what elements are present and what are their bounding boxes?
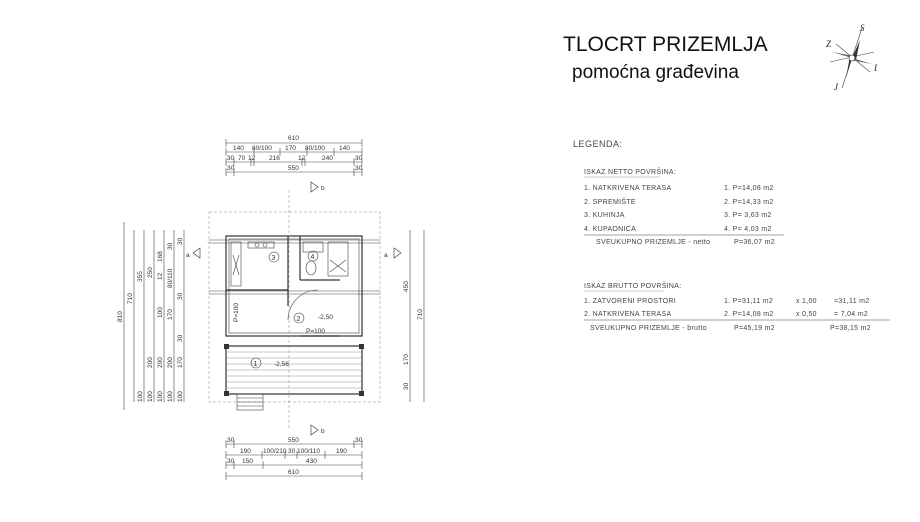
brutto-heading: ISKAZ BRUTTO POVRŠINA: [584, 283, 682, 290]
dim-label: 30 [355, 437, 363, 444]
dim-label: 80/110 [167, 268, 174, 288]
section-label: a [384, 252, 388, 259]
netto-heading: ISKAZ NETTO POVRŠINA: [584, 169, 677, 176]
brutto-row-result: =31,11 m2 [834, 298, 870, 305]
dim-label: 710 [417, 309, 424, 320]
room-number: 2 [296, 316, 301, 323]
dim-label: 30 [355, 155, 363, 162]
opening-label: P=100 [306, 328, 325, 335]
dim-label: 190 [336, 448, 347, 455]
netto-row-value: 1. P=14,08 m2 [724, 185, 774, 192]
dim-label: 150 [242, 458, 253, 465]
dim-label: 200 [167, 357, 174, 368]
section-label: a [186, 252, 190, 259]
dim-label: 80/100 [252, 145, 272, 152]
brutto-total-label: SVEUKUPNO PRIZEMLJE - brutto [590, 325, 707, 332]
dim-label: 100 [167, 391, 174, 402]
dim-label: 610 [288, 469, 299, 476]
section-label: b [321, 185, 325, 192]
dim-label: 70 [238, 155, 246, 162]
dim-label: 30 [355, 165, 363, 172]
dim-label: 240 [322, 155, 333, 162]
dim-label: 550 [288, 165, 299, 172]
brutto-row-value: 1. P=31,11 m2 [724, 298, 774, 305]
netto-total-value: P=36,07 m2 [734, 239, 775, 246]
dim-label: 100 [177, 391, 184, 402]
dim-label: 12 [248, 155, 256, 162]
dim-label: 12 [298, 155, 306, 162]
plan-left-dimensions [117, 222, 184, 410]
dim-label: 710 [127, 293, 134, 304]
section-markers [186, 182, 401, 435]
dim-label: 610 [288, 135, 299, 142]
section-label: b [321, 428, 325, 435]
dim-label: 100 [157, 307, 164, 318]
dim-label: 355 [137, 271, 144, 282]
netto-row-name: 2. SPREMIŠTE [584, 199, 636, 206]
dim-label: 170 [167, 309, 174, 320]
brutto-total-result: P=38,15 m2 [830, 325, 871, 332]
brutto-row-coef: x 1,00 [796, 298, 817, 305]
legend-heading: LEGENDA: [573, 139, 623, 149]
brutto-row-name: 2. NATKRIVENA TERASA [584, 311, 672, 318]
room-number: 1 [253, 361, 258, 368]
compass-rose-icon [826, 23, 878, 92]
dim-label: 550 [288, 437, 299, 444]
dim-label: 30 [177, 292, 184, 300]
compass-south-label: J [834, 82, 838, 92]
dim-label: 100 [157, 391, 164, 402]
plan-bottom-dimensions [226, 437, 363, 480]
compass-east-label: I [874, 63, 877, 73]
dim-label: 170 [177, 357, 184, 368]
dim-label: 170 [403, 354, 410, 365]
plan-top-dimensions [226, 135, 363, 176]
dim-label: 200 [147, 357, 154, 368]
dim-label: 810 [117, 311, 124, 322]
room-labels [233, 251, 333, 368]
netto-row-name: 3. KUHINJA [584, 212, 625, 219]
dim-label: 200 [157, 357, 164, 368]
dim-label: 30 [177, 334, 184, 342]
dim-label: 190 [240, 448, 251, 455]
dim-label: 100/210 [263, 448, 287, 455]
netto-row-value: 4. P= 4,03 m2 [724, 226, 772, 233]
dim-label: 12 [157, 272, 164, 280]
dim-label: 30 [288, 448, 296, 455]
dim-label: 30 [403, 382, 410, 390]
brutto-row-value: 2. P=14,08 m2 [724, 311, 774, 318]
brutto-total-value: P=45,19 m2 [734, 325, 775, 332]
dim-label: 30 [227, 458, 235, 465]
dim-label: 30 [227, 155, 235, 162]
compass-west-label: Z [826, 39, 832, 49]
dim-label: 140 [233, 145, 244, 152]
netto-row-name: 1. NATKRIVENA TERASA [584, 185, 672, 192]
dim-label: 216 [269, 155, 280, 162]
dim-label: 100 [137, 391, 144, 402]
netto-total-label: SVEUKUPNO PRIZEMLJE - netto [596, 239, 711, 246]
dim-label: 250 [147, 267, 154, 278]
room-number: 3 [271, 255, 276, 262]
drawing-title: TLOCRT PRIZEMLJA [563, 33, 768, 56]
netto-row-value: 2. P=14,33 m2 [724, 199, 774, 206]
level-mark: -2,50 [318, 314, 333, 321]
dim-label: 140 [339, 145, 350, 152]
dim-label: 168 [157, 251, 164, 262]
brutto-row-coef: x 0,50 [796, 311, 817, 318]
drawing-subtitle: pomoćna građevina [572, 62, 739, 83]
dim-label: 430 [306, 458, 317, 465]
plan-right-dimensions [403, 230, 424, 402]
opening-label: P=100 [233, 303, 240, 322]
compass-north-label: S [860, 23, 865, 33]
dim-label: 100 [147, 391, 154, 402]
brutto-row-result: = 7,04 m2 [834, 311, 869, 318]
dim-label: 80/100 [305, 145, 325, 152]
dim-label: 170 [285, 145, 296, 152]
room-number: 4 [310, 254, 315, 261]
dim-label: 30 [177, 237, 184, 245]
dim-label: 30 [227, 165, 235, 172]
netto-row-value: 3. P= 3,63 m2 [724, 212, 772, 219]
netto-row-name: 4. KUPAONICA [584, 226, 637, 233]
level-mark: -2,56 [274, 361, 289, 368]
legend [573, 139, 890, 332]
brutto-row-name: 1. ZATVORENI PROSTORI [584, 298, 676, 305]
dim-label: 100/110 [297, 448, 321, 455]
dim-label: 30 [227, 437, 235, 444]
dim-label: 30 [167, 242, 174, 250]
dim-label: 450 [403, 281, 410, 292]
